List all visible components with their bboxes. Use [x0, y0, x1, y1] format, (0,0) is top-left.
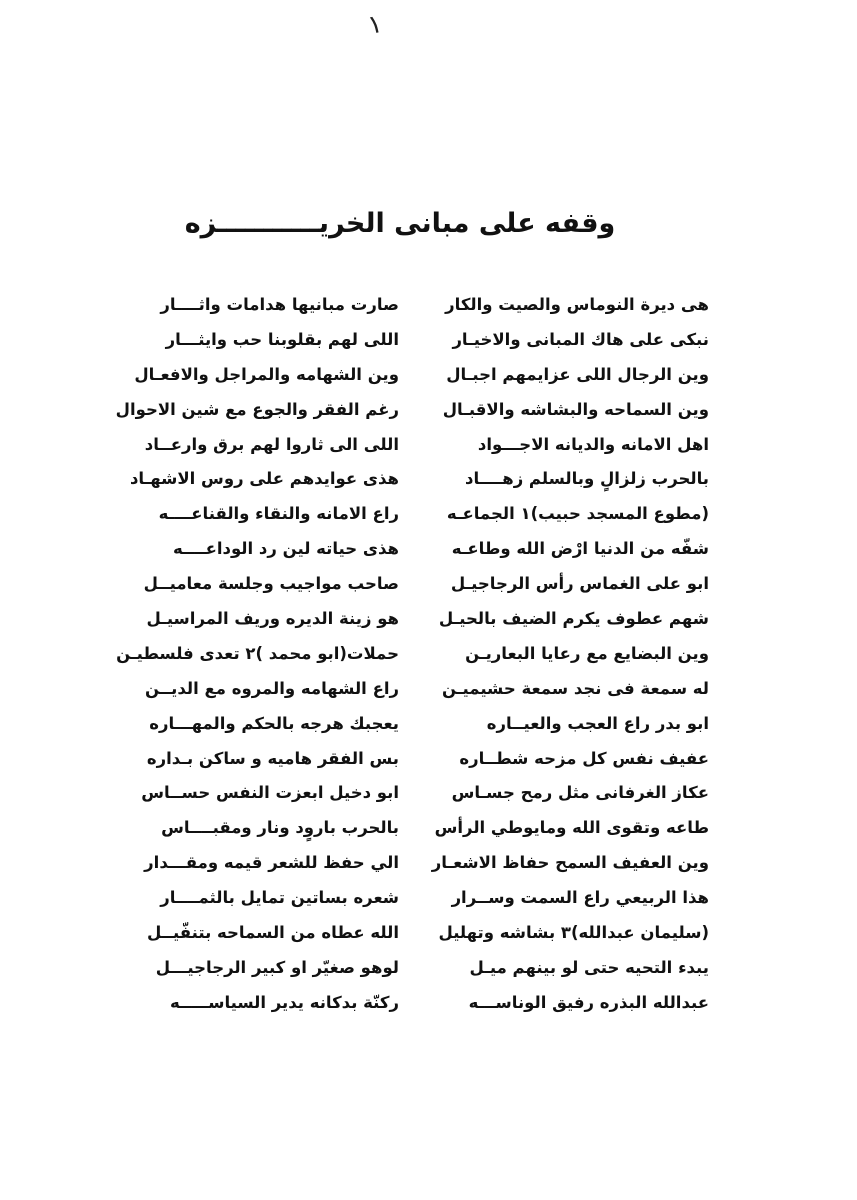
- first-hemistich-line: وين الرجال اللى عزايمهم اجبـال: [446, 364, 709, 384]
- first-hemistich-line: شفّه من الدنيا ارْض الله وطاعـه: [451, 539, 709, 559]
- first-hemistich-line: (مطوع المسجد حبيب)١ الجماعـه: [446, 504, 709, 524]
- first-hemistich-line: هى ديرة النوماس والصيت والكار: [445, 295, 709, 314]
- second-hemistich-line: اللى الى ثاروا لهم برق وارعــاد: [144, 434, 399, 454]
- first-hemistich-line: وين السماحه والبشاشه والاقبـال: [442, 399, 709, 419]
- second-hemistich-line: صارت مبانيها هدامات واثــــار: [160, 295, 399, 314]
- second-hemistich-line: هذى حياته لين رد الوداعــــه: [173, 539, 399, 559]
- first-hemistich-line: يبدء التحيه حتى لو بينهم ميـل: [469, 957, 709, 977]
- second-hemistich-line: شعره بساتين تمايل بالثمــــار: [160, 888, 399, 908]
- first-hemistich-line: وين البضايع مع رعايا البعاريـن: [465, 643, 709, 663]
- first-hemistich-line: هذا الربيعي راع السمت وســرار: [451, 888, 709, 908]
- second-hemistich-line: بس الفقر هاميه و ساكن بـداره: [146, 748, 399, 768]
- first-hemistich-line: نبكى على هاك المبانى والاخيـار: [452, 329, 709, 349]
- second-hemistich-line: الله عطاه من السماحه بتنفّيــل: [147, 923, 399, 943]
- first-hemistich-line: اهل الامانه والديانه الاجـــواد: [477, 434, 709, 454]
- second-hemistich-line: صاحب مواجيب وجلسة معاميــل: [143, 574, 399, 594]
- first-hemistich-line: وين العفيف السمح حفاظ الاشعـار: [431, 853, 709, 873]
- second-hemistich-line: راع الامانه والنقاء والقناعــــه: [158, 504, 399, 524]
- first-hemistich-column: [431, 288, 709, 1021]
- second-hemistich-line: ابو دخيل ابعزت النفس حســاس: [141, 783, 399, 803]
- second-hemistich-line: هو زينة الديره وريف المراسيـل: [146, 609, 399, 629]
- first-hemistich-line: عبدالله البذره رفيق الوناســـه: [468, 992, 709, 1012]
- second-hemistich-line: رغم الفقر والجوع مع شين الاحوال: [115, 399, 399, 419]
- second-hemistich-line: ركنّة بدكانه يدير السياســـــه: [170, 992, 399, 1012]
- first-hemistich-line: ابو على الغماس رأس الرجاجيـل: [450, 574, 709, 594]
- second-hemistich-line: حملات(ابو محمد )٢ تعدى فلسطيـن: [116, 643, 399, 663]
- second-hemistich-line: بالحرب باروٍد ونار ومقبــــاس: [161, 818, 399, 838]
- first-hemistich-line: عكاز الغرفانى مثل رمح جسـاس: [451, 783, 709, 803]
- first-hemistich-line: بالحرب زلزالٍ وبالسلم زهــــاد: [465, 469, 709, 489]
- first-hemistich-line: (سليمان عبدالله)٣ بشاشه وتهليل: [438, 923, 709, 943]
- second-hemistich-line: اللى لهم بقلوبنا حب وايثـــار: [165, 329, 399, 349]
- first-hemistich-line: له سمعة فى نجد سمعة حشيميـن: [442, 678, 709, 698]
- second-hemistich-line: الي حفظ للشعر قيمه ومقـــدار: [144, 853, 399, 873]
- second-hemistich-column: [115, 288, 399, 1021]
- page-number-mark: ١: [365, 8, 385, 42]
- second-hemistich-line: لوهو صغيّر او كبير الرجاجيـــل: [155, 957, 399, 977]
- first-hemistich-line: شهم عطوف يكرم الضيف بالحيـل: [438, 609, 709, 629]
- second-hemistich-line: يعجبك هرجه بالحكم والمهـــاره: [149, 713, 399, 733]
- second-hemistich-line: راع الشهامه والمروه مع الديــن: [145, 678, 399, 698]
- poem-title: وقفه على مبانى الخريـــــــــــزه: [184, 208, 616, 239]
- first-hemistich-line: عفيف نفس كل مزحه شطــاره: [459, 748, 709, 768]
- first-hemistich-line: طاعه وتقوى الله ومايوطي الرأس: [434, 818, 709, 838]
- second-hemistich-line: هذى عوايدهم على روس الاشهـاد: [129, 469, 399, 489]
- second-hemistich-line: وين الشهامه والمراجل والافعـال: [134, 364, 399, 384]
- first-hemistich-line: ابو بدر راع العجب والعيــاره: [486, 713, 709, 733]
